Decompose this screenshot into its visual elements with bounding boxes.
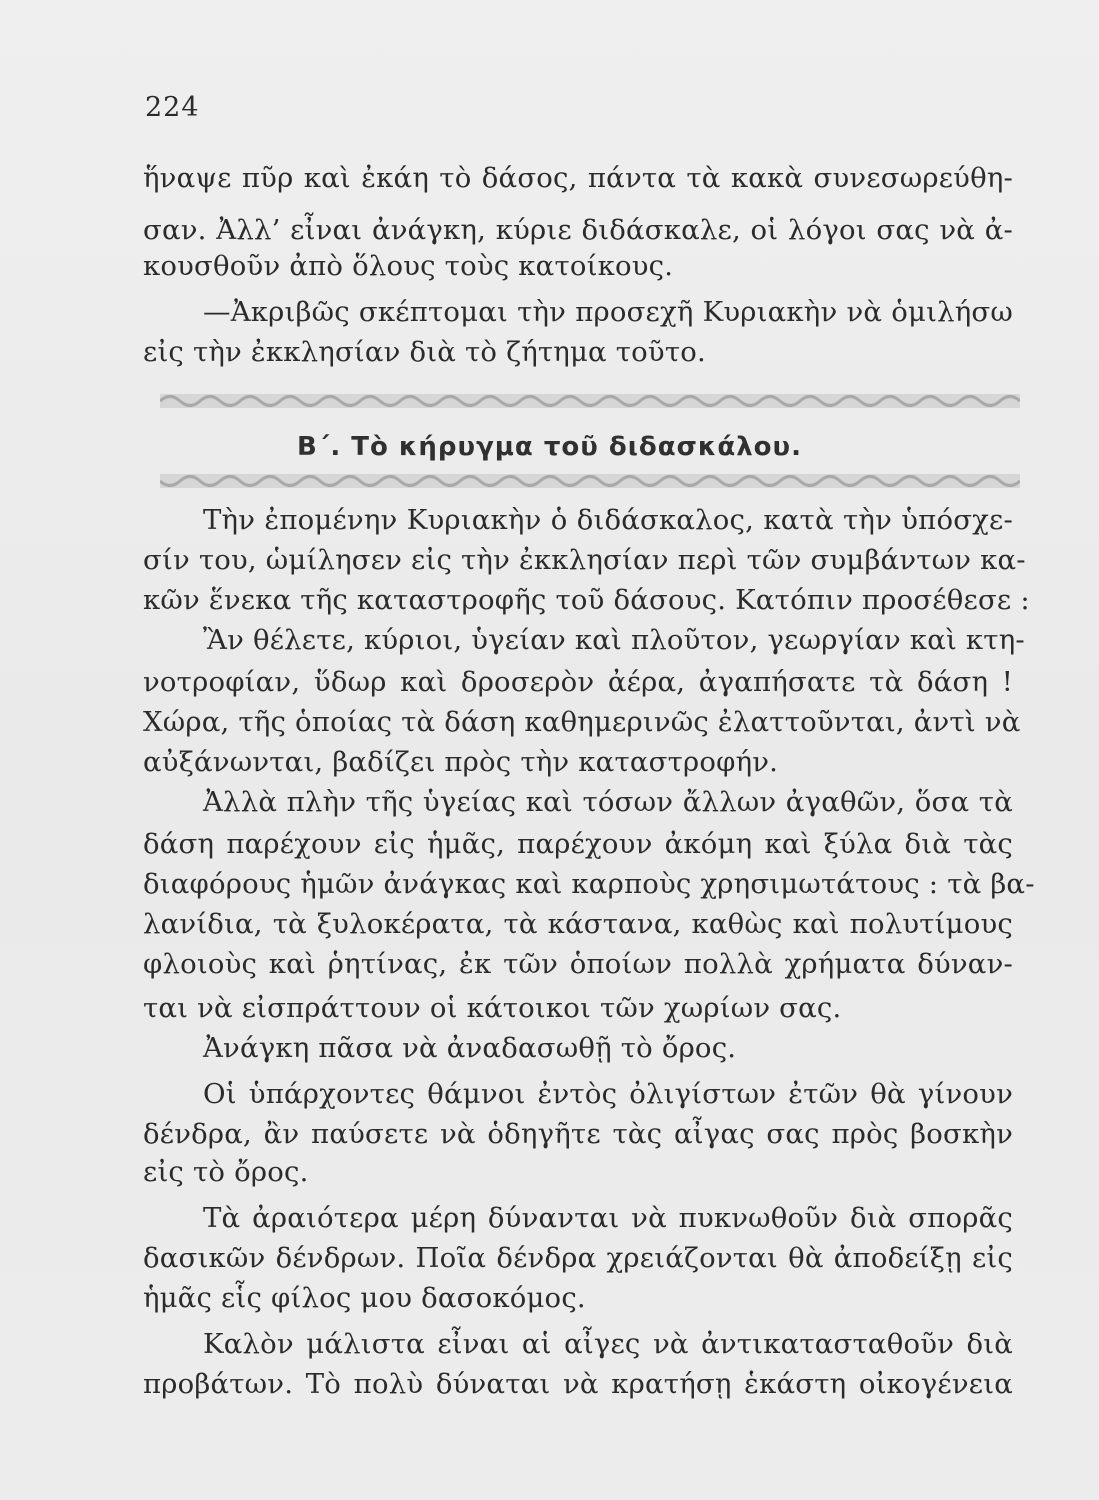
text-line: δένδρα, ἂν παύσετε νὰ ὁδηγῆτε τὰς αἶγας σας πρὸς βοσκὴν [143, 1118, 1013, 1150]
text-line: Ἂν θέλετε, κύριοι, ὑγείαν καὶ πλοῦτον, γεωργίαν καὶ κτη- [203, 624, 1025, 656]
section-heading: Β΄. Τὸ κήρυγμα τοῦ διδασκάλου. [297, 432, 802, 462]
text-line: Χώρα, τῆς ὁποίας τὰ δάση καθημερινῶς ἐλαττοῦνται, ἀντὶ νὰ [143, 706, 1021, 738]
text-line: προβάτων. Τὸ πολὺ δύναται νὰ κρατήσῃ ἑκάστη οἰκογένεια [143, 1368, 1013, 1400]
text-line: Ἀλλὰ πλὴν τῆς ὑγείας καὶ τόσων ἄλλων ἀγαθῶν, ὅσα τὰ [203, 786, 1013, 818]
text-line: σίν του, ὡμίλησεν εἰς τὴν ἐκκλησίαν περὶ τῶν συμβάντων κα- [143, 544, 1026, 576]
text-line: διαφόρους ἡμῶν ἀνάγκας καὶ καρποὺς χρησιμωτάτους : τὰ βα- [143, 868, 1035, 900]
text-line: ται νὰ εἰσπράττουν οἱ κάτοικοι τῶν χωρίων σας. [143, 992, 842, 1024]
text-line: σαν. Ἀλλ’ εἶναι ἀνάγκη, κύριε διδάσκαλε, οἱ λόγοι σας νὰ ἀ- [143, 214, 1013, 246]
text-line: ἡμᾶς εἷς φίλος μου δασοκόμος. [143, 1282, 586, 1314]
text-line: Καλὸν μάλιστα εἶναι αἱ αἶγες νὰ ἀντικατασταθοῦν διὰ [203, 1328, 1013, 1360]
text-line: εἰς τὸ ὄρος. [143, 1156, 309, 1188]
text-line: δασικῶν δένδρων. Ποῖα δένδρα χρειάζονται θὰ ἀποδείξῃ εἰς [143, 1242, 1013, 1274]
text-line: —Ἀκριβῶς σκέπτομαι τὴν προσεχῆ Κυριακὴν νὰ ὁμιλήσω [203, 296, 1013, 328]
text-line: Ἀνάγκη πᾶσα νὰ ἀναδασωθῇ τὸ ὄρος. [203, 1032, 737, 1064]
ornament-bottom [160, 466, 1020, 496]
text-line: Τὰ ἀραιότερα μέρη δύνανται νὰ πυκνωθοῦν διὰ σπορᾶς [203, 1202, 1013, 1234]
text-line: Τὴν ἐπομένην Κυριακὴν ὁ διδάσκαλος, κατὰ τὴν ὑπόσχε- [203, 504, 1013, 536]
text-line: αὐξάνωνται, βαδίζει πρὸς τὴν καταστροφήν. [143, 746, 779, 778]
text-line: Οἱ ὑπάρχοντες θάμνοι ἐντὸς ὀλιγίστων ἐτῶν θὰ γίνουν [203, 1078, 1013, 1110]
text-line: ἥναψε πῦρ καὶ ἐκάη τὸ δάσος, πάντα τὰ κακὰ συνεσωρεύθη- [143, 162, 1013, 194]
text-line: λανίδια, τὰ ξυλοκέρατα, τὰ κάστανα, καθὼς καὶ πολυτίμους [143, 908, 1013, 940]
text-line: κῶν ἕνεκα τῆς καταστροφῆς τοῦ δάσους. Κατόπιν προσέθεσε : [143, 584, 1030, 616]
text-line: νοτροφίαν, ὕδωρ καὶ δροσερὸν ἀέρα, ἀγαπήσατε τὰ δάση ! [143, 666, 1013, 698]
text-line: εἰς τὴν ἐκκλησίαν διὰ τὸ ζήτημα τοῦτο. [143, 336, 706, 368]
ornament-top [160, 386, 1020, 416]
page-number: 224 [145, 92, 200, 123]
text-line: κουσθοῦν ἀπὸ ὅλους τοὺς κατοίκους. [143, 250, 674, 282]
text-line: δάση παρέχουν εἰς ἡμᾶς, παρέχουν ἀκόμη καὶ ξύλα διὰ τὰς [143, 828, 1013, 860]
text-line: φλοιοὺς καὶ ῥητίνας, ἐκ τῶν ὁποίων πολλὰ χρήματα δύναν- [143, 948, 1013, 980]
